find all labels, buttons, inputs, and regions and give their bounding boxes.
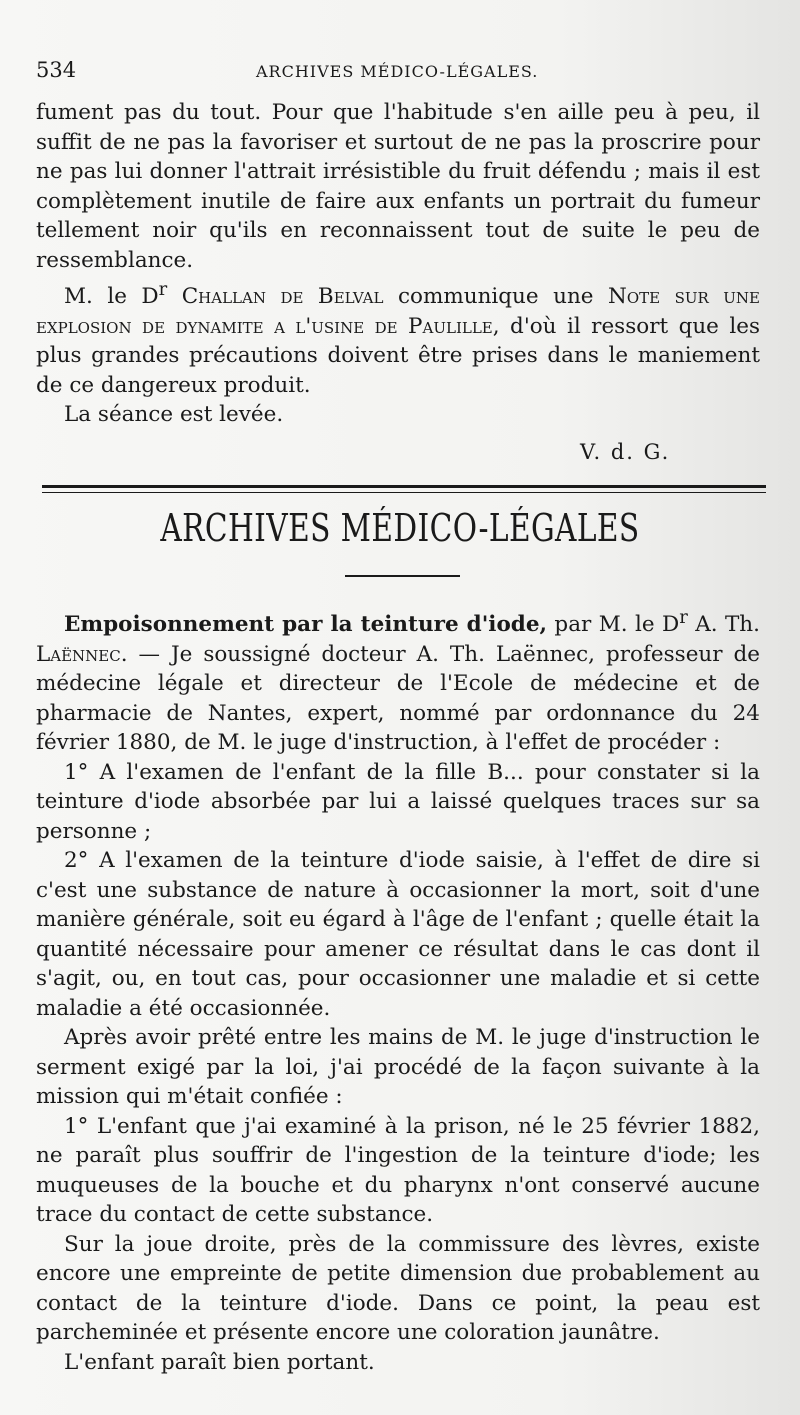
paragraph-exam: 1° L'enfant que j'ai examiné à la prison, né le 25 février 1882, ne paraît plus souffrir de l'ingestion de la teinture d'iode; les muqueuses de la bouche et du pharynx n'ont conservé aucune trace du contact de cette substance. xyxy=(36,1113,760,1228)
short-rule-divider xyxy=(345,575,460,577)
superscript: r xyxy=(679,607,688,628)
text-fragment: par M. le D xyxy=(547,612,680,638)
paragraph-session-closed: La séance est levée. xyxy=(64,402,284,428)
paragraph-dynamite-note xyxy=(36,275,760,400)
page-number: 534 xyxy=(36,58,77,82)
double-rule-divider xyxy=(42,485,766,493)
list-item: 1° A l'examen de l'enfant de la fille B... pour constater si la teinture d'iode absorbée par lui a laissé quelques traces sur sa personne ; xyxy=(36,759,760,844)
running-head: ARCHIVES MÉDICO-LÉGALES. xyxy=(256,62,539,81)
paragraph-smoking: fument pas du tout. Pour que l'habitude s'en aille peu à peu, il suffit de ne pas la favoriser et surtout de ne pas la proscrire pour ne pas lui donner l'attrait irrésistible du fruit défendu ; mais il est complètement inutile de faire aux enfants un portrait du fumeur tellement noir qu'ils en reconnaissent tout de suite le peu de ressemblance. xyxy=(36,100,760,273)
section-title: ARCHIVES MÉDICO-LÉGALES xyxy=(160,506,640,550)
paragraph-conclusion: L'enfant paraît bien portant. xyxy=(64,1349,375,1375)
page-header xyxy=(36,58,756,88)
text-fragment: — Je soussigné docteur A. Th. Laënnec, professeur de médecine légale et directeur de l'Ecole de médecine et de pharmacie de Nantes, expert, nommé par ordonnance du 24 février 1880, de M. le juge d'instruction, à l'effet de procéder : xyxy=(36,641,760,756)
article-title: Empoisonnement par la teinture d'iode, xyxy=(64,612,548,638)
text-fragment: d'où il ressort que les plus grandes précautions doivent être prises dans le maniement de ce dangereux produit. xyxy=(36,313,760,398)
signature: V. d. G. xyxy=(580,440,671,464)
article-text-block xyxy=(36,603,760,1377)
upper-text-block xyxy=(36,98,760,430)
paragraph-cheek: Sur la joue droite, près de la commissure des lèvres, existe encore une empreinte de petite dimension due probablement au contact de la teinture d'iode. Dans ce point, la peau est parcheminée et présente encore une coloration jaunâtre. xyxy=(36,1231,760,1346)
text-fragment: M. le D xyxy=(64,284,159,310)
list-item: 2° A l'examen de la teinture d'iode saisie, à l'effet de dire si c'est une substance de nature à occasionner la mort, soit d'une manière générale, soit eu égard à l'âge de l'enfant ; quelle était la quantité nécessaire pour amener ce résultat dans le cas dont il s'agit, ou, en tout cas, pour occasionner une maladie et si cette maladie a été occasionnée. xyxy=(36,848,760,1021)
author-name: Laënnec. xyxy=(36,641,128,667)
paragraph-oath: Après avoir prêté entre les mains de M. le juge d'instruction le serment exigé par la loi, j'ai procédé de la façon suivante à la mission qui m'était confiée : xyxy=(36,1025,760,1110)
text-fragment: A. Th. xyxy=(687,612,760,638)
text-fragment: communique une xyxy=(383,284,609,310)
note-title: Note sur une explosion de dynamite a l'usine de Paulille, xyxy=(36,284,761,339)
person-name: Challan de Belval xyxy=(167,284,384,310)
superscript: r xyxy=(158,279,168,300)
article-opening xyxy=(36,603,760,758)
